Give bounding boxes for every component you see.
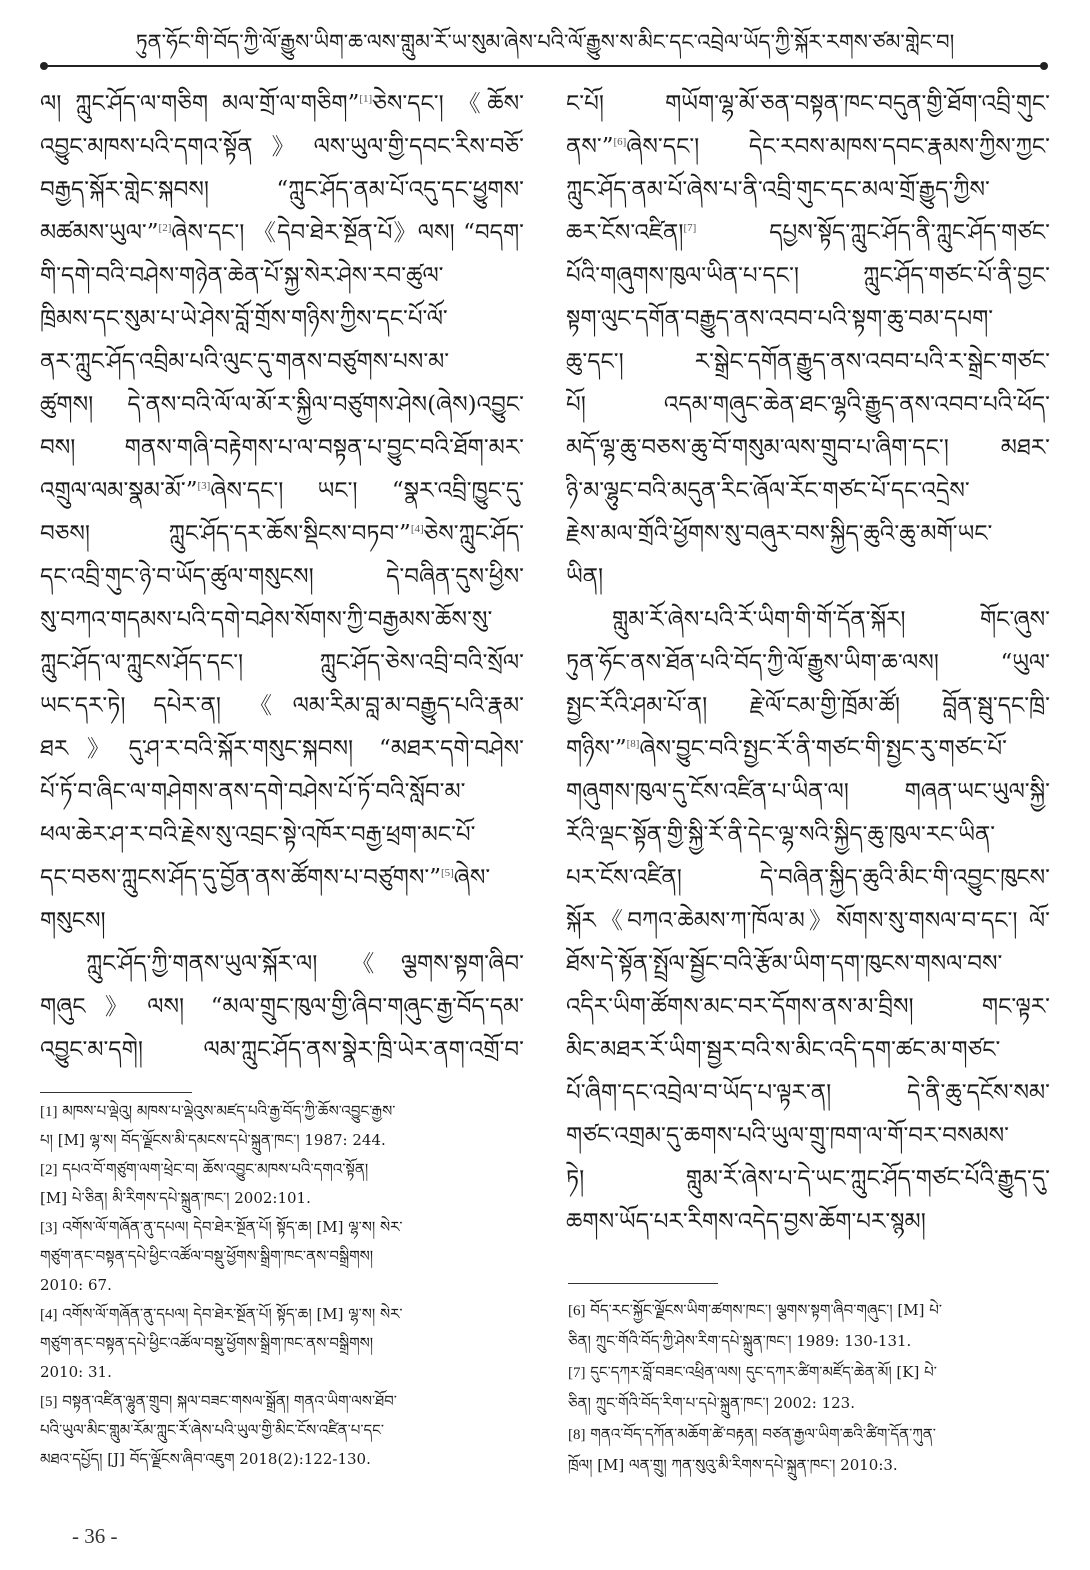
text-segment: ཞེས་ [453, 865, 491, 891]
body-text-line: ཀླུང་ཤོད་ཀྱི་གནས་ཡུལ་སྐོར་ལ། 《ལྕགས་སྟག་ཞིབ་ [86, 951, 524, 977]
text-segment: ཞེས་དང་། དེང་རབས་མཁས་དབང་རྣམས་ཀྱིས་ཀྱང་ [626, 134, 1050, 160]
footnote-marker: [4] [40, 1307, 58, 1323]
body-text-line: མིང་མཐར་རོ་ཡིག་སྦྱར་བའི་ས་མིང་འདི་དག་ཚང་མ་གཙང་ [566, 1037, 1001, 1063]
body-text-line: ཏུན་ཧོང་ནས་ཐོན་པའི་བོད་ཀྱི་ལོ་རྒྱུས་ཡིག་ཆ་ལས། “ཡུལ་ [566, 650, 1050, 676]
footnote [568, 1295, 1052, 1357]
footnote-marker: [3] [40, 1220, 58, 1236]
left-column-body [40, 83, 524, 1072]
body-text-line: མདོ་ལྷ་ཆུ་བཅས་ཆུ་བོ་གསུམ་ལས་གྲུབ་པ་ཞིག་དང་། མཐར་ [566, 435, 1050, 461]
footnote-marker: [8] [568, 1427, 586, 1443]
footnote-text: 2010: 67. [40, 1276, 112, 1294]
footnote-line [40, 1445, 524, 1474]
footnote-text: དུང་དཀར་བློ་བཟང་འཕྲིན་ལས། དུང་དཀར་ཚིག་མཛོད་ཆེན་མོ། [K] པེ་ [590, 1363, 937, 1381]
body-text-line: གི་དགེ་བའི་བཤེས་གཉེན་ཆེན་པོ་སྐྱ་སེར་ཤེས་རབ་ཚུལ་ [40, 263, 444, 289]
body-text-line: སྟག་ལུང་དགོན་བརྒྱུད་ནས་འབབ་པའི་སྟག་ཆུ་བམ་དཔག་ [566, 306, 994, 332]
body-text-line: རོའི་ལྡང་སྟོན་གྱི་སྐྱི་རོ་ནི་དེང་ལྷ་སའི་སྐྱིད་ཆུ་ཁུལ་རང་ཡིན་ [566, 822, 996, 848]
body-text-line [40, 212, 524, 255]
body-text-line: པར་ངོས་འཛིན། དེ་བཞིན་སྐྱིད་ཆུའི་མིང་གི་འབྱུང་ཁུངས་ [566, 865, 1050, 891]
footnote-text: འགོས་ལོ་གཞོན་ནུ་དཔལ། དེབ་ཐེར་སྔོན་པོ། སྟོད་ཆ། [M] ལྷ་ས། སེར་ [62, 1218, 403, 1236]
footnote-text: 2010: 31. [40, 1363, 112, 1381]
header-rule [44, 65, 1044, 67]
text-segment: ཞེས་བྱུང་བའི་སྤྱང་རོ་ནི་གཙང་གི་སྤྱང་རུ་གཙང་པོ་ [639, 736, 1007, 762]
footnote-line [40, 1271, 524, 1300]
body-text-line: གཙང་འགྲམ་དུ་ཆགས་པའི་ཡུལ་གྲུ་ཁག་ལ་གོ་བར་བསམས་ [566, 1123, 1009, 1149]
body-text-line: ཀླུང་ཤོད་ལ་ཀླུངས་ཤོད་དང་། ཀླུང་ཤོད་ཅེས་འབྲི་བའི་སྲོལ་ [40, 650, 524, 676]
footnote-marker: [6] [568, 1303, 586, 1319]
footnote-text: གཙུག་ནང་བསྟན་དཔེ་ཕྱིང་འཚོལ་བསྡུ་ཕྱོགས་སྒྲིག་ཁང་ནས་བསྒྲིགས། [40, 1247, 374, 1265]
text-segment: ཞེས་དང་། ཡང་། “སྣར་འབྲི་ཁྱུང་དུ་ [210, 478, 524, 504]
footnote-text: ཅིན། ཀྲུང་གོའི་བོད་རིག་པ་དཔེ་སྐྲུན་ཁང་། 2002: 123. [568, 1394, 855, 1412]
footnote-text: [M] པེ་ཅིན། མི་རིགས་དཔེ་སྐྲུན་ཁང་། 2002:101. [40, 1189, 311, 1207]
body-text-line: ང་པོ། གཡོག་ལྷ་མོ་ཅན་བསྟན་ཁང་བདུན་གྱི་ཐོག་འབྲི་གུང་ [566, 91, 1050, 117]
body-text-line: པོའི་གཞུགས་ཁུལ་ཡིན་པ་དང་། ཀླུང་ཤོད་གཙང་པོ་ནི་བྱང་ [566, 263, 1050, 289]
body-text-line: ཡང་དར་ཏེ། དཔེར་ན། 《ལམ་རིམ་བླ་མ་བརྒྱུད་པའི་རྣམ་ [40, 693, 524, 719]
footnote-line [40, 1329, 524, 1358]
right-footnote-rule [568, 1283, 718, 1284]
body-text-line: བརྒྱད་སྐོར་གླེང་སྐབས། “ཀླུང་ཤོད་ནམ་པོ་འདུ་དང་ཕྱུགས་ [40, 177, 524, 203]
footnote [40, 1097, 524, 1155]
footnote [568, 1357, 1052, 1419]
text-segment: འགྲུལ་ལམ་སྣམ་མོ་” [40, 478, 198, 504]
footnote [568, 1419, 1052, 1481]
body-text-line: ཀླུང་ཤོད་ནམ་པོ་ཞེས་པ་ནི་འབྲི་གུང་དང་མལ་གྲོ་རྒྱུད་ཀྱིས་ [566, 177, 990, 203]
footnote-text: དཔའ་བོ་གཙུག་ལག་ཕྲེང་བ། ཆོས་འབྱུང་མཁས་པའི་དགའ་སྟོན། [62, 1160, 369, 1178]
footnote-reference: [8] [626, 738, 640, 750]
body-text-line: ཕལ་ཆེར་ཤ་ར་བའི་རྗེས་སུ་འབྲང་སྟེ་འཁོར་བརྒྱ་ཕྲག་མང་པོ་ [40, 822, 476, 848]
body-text-line: སྐོར《བཀའ་ཆེམས་ཀ་ཁོལ་མ》སོགས་སུ་གསལ་བ་དང་། ལོ་ [566, 908, 1050, 934]
footnote-marker: [5] [40, 1394, 58, 1410]
footnote-text: ཁྲོལ། [M] ལན་གྲུ། ཀན་སུའུ་མི་རིགས་དཔེ་སྐྲུན་ཁང་། 2010:3. [568, 1456, 898, 1474]
footnote [40, 1213, 524, 1300]
body-text-line: ཏེ། གླུམ་རོ་ཞེས་པ་དེ་ཡང་ཀླུང་ཤོད་གཙང་པོའི་རྒྱུད་དུ་ [566, 1166, 1050, 1192]
running-title: ཏུན་ཧོང་གི་བོད་ཀྱི་ལོ་རྒྱུས་ཡིག་ཆ་ལས་གླུམ་རོ་ཡ་སུམ་ཞེས་པའི་ལོ་རྒྱུས་ས་མིང་དང་འབྲེལ་ཡོད་ཀྱི་སྐོར་རགས་ཙམ་གླེང་བ། [135, 30, 955, 54]
right-column-body [566, 83, 1050, 1244]
text-segment: མཚམས་ཡུལ་” [40, 220, 159, 246]
left-footnote-rule [40, 1092, 192, 1093]
body-text-line: ཆུ་དང་། ར་སྒྲེང་དགོན་རྒྱུད་ནས་འབབ་པའི་ར་སྒྲེང་གཙང་ [566, 349, 1050, 375]
left-column-footnotes [40, 1097, 524, 1474]
footnote-line [40, 1213, 524, 1242]
body-text-line: འབྱུང་མ་དགེ། ལམ་ཀླུང་ཤོད་ནས་སྣེར་ཁྲི་ཡེར་ནག་འགྲོ་བ་ [40, 1037, 524, 1063]
body-text-line: པོ་ཏོ་བ་ཞིང་ལ་གཤེགས་ནས་དགེ་བཤེས་པོ་ཏོ་བའི་སློབ་མ་ [40, 779, 466, 805]
footnote-reference: [6] [613, 136, 627, 148]
footnote-text: ཅིན། ཀྲུང་གོའི་བོད་ཀྱི་ཤེས་རིག་དཔེ་སྐྲུན་ཁང་། 1989: 130-131. [568, 1332, 912, 1350]
text-segment: བཅས། ཀླུང་ཤོད་དར་ཆོས་སྡིངས་བཏབ་” [40, 521, 411, 547]
body-text-line: པོ། འདམ་གཞུང་ཆེན་ཐང་ལྷའི་རྒྱུད་ནས་འབབ་པའི་ཕོད་ [566, 392, 1050, 418]
body-text-line: གླུམ་རོ་ཞེས་པའི་རོ་ཡིག་གི་གོ་དོན་སྐོར། གོང་ཞུས་ [612, 607, 1050, 633]
footnote-line [40, 1387, 524, 1416]
body-text-line [40, 857, 524, 900]
text-segment: ཞེས་དང་། 《དེབ་ཐེར་སྔོན་པོ》ལས། “བདག་ [171, 220, 524, 246]
footnote-line [40, 1155, 524, 1184]
footnote-text: མཁས་པ་ལྡེའུ། མཁས་པ་ལྡེའུས་མཛད་པའི་རྒྱ་བོད་ཀྱི་ཆོས་འབྱུང་རྒྱས་ [62, 1102, 396, 1120]
footnote-line [40, 1184, 524, 1213]
footnote-reference: [1] [359, 93, 373, 105]
footnote-marker: [2] [40, 1162, 58, 1178]
text-segment: ལ། ཀླུང་ཤོད་ལ་གཅིག མལ་གྲོ་ལ་གཅིག” [40, 91, 360, 117]
body-text-line: འདིར་ཡིག་ཚོགས་མང་བར་དོགས་ནས་མ་བྲིས། གང་ལྟར་ [566, 994, 1050, 1020]
footnote-line [568, 1326, 1052, 1357]
footnote-text: གཙུག་ནང་བསྟན་དཔེ་ཕྱིང་འཚོལ་བསྡུ་ཕྱོགས་སྒྲིག་ཁང་ནས་བསྒྲིགས། [40, 1334, 374, 1352]
body-text-line [40, 470, 524, 513]
text-segment: གཉིས་” [566, 736, 627, 762]
footnote-reference: [7] [683, 222, 697, 234]
body-text-line: པོ་ཞིག་དང་འབྲེལ་བ་ཡོད་པ་ལྟར་ན། དེ་ནི་ཆུ་དངོས་སམ་ [566, 1080, 1050, 1106]
body-text-line: གཞུགས་ཁུལ་དུ་ངོས་འཛིན་པ་ཡིན་ལ། གཞན་ཡང་ཡུལ་སྐྱི་ [566, 779, 1050, 805]
footnote-text: འགོས་ལོ་གཞོན་ནུ་དཔལ། དེབ་ཐེར་སྔོན་པོ། སྟོད་ཆ། [M] ལྷ་ས། སེར་ [62, 1305, 403, 1323]
footnote-line [40, 1126, 524, 1155]
footnote-line [40, 1358, 524, 1387]
footnote-reference: [3] [197, 480, 211, 492]
footnote-line [568, 1450, 1052, 1481]
footnote-reference: [4] [410, 523, 424, 535]
body-text-line: རྗེས་མལ་གྲོའི་ཕྱོགས་སུ་བཞུར་བས་སྐྱིད་ཆུའི་ཆུ་མགོ་ཡང་ [566, 521, 993, 547]
body-text-line: ཐར》དུ་ཤ་ར་བའི་སྐོར་གསུང་སྐབས། “མཐར་དགེ་བཤེས་ [40, 736, 524, 762]
body-text-line: ནར་ཀླུང་ཤོད་འབྲིམ་པའི་ལུང་དུ་གནས་བཙུགས་པས་མ་ [40, 349, 450, 375]
header-rule-right-dot [1040, 62, 1048, 70]
body-text-line [566, 212, 1050, 255]
body-text-line: ཡིན། [566, 564, 604, 590]
footnote-line [568, 1357, 1052, 1388]
body-text-line: བས། གནས་གཞི་བརྟེགས་པ་ལ་བསྟན་པ་བྱུང་བའི་ཐོག་མར་ [40, 435, 524, 461]
text-segment: དང་བཅས་ཀླུངས་ཤོད་དུ་བྱོན་ནས་ཚོགས་པ་བཙུགས་” [40, 865, 441, 891]
footnote [40, 1300, 524, 1387]
body-text-line [40, 513, 524, 556]
body-text-line [566, 728, 1050, 771]
footnote [40, 1155, 524, 1213]
body-text-line: དང་འབྲི་གུང་ཉེ་བ་ཡོད་ཚུལ་གསུངས། དེ་བཞིན་དུས་ཕྱིས་ [40, 564, 524, 590]
footnote-line [40, 1300, 524, 1329]
body-text-line: ཐོས་དེ་སྟོན་སྤྲོལ་སྦྱོང་བའི་རྩོམ་ཡིག་དག་ཁུངས་གསལ་བས་ [566, 951, 1003, 977]
body-text-line: འབྱུང་མཁས་པའི་དགའ་སྟོན》ལས་ཡུལ་གྱི་དབང་རིས་བཅོ་ [40, 134, 524, 160]
text-segment: དཔྱས་སྟོད་ཀླུང་ཤོད་ནི་ཀླུང་ཤོད་གཙང་ [696, 220, 1050, 246]
page-number: - 36 - [72, 1524, 118, 1548]
footnote-text: མཐའ་དཔྱོད། [J] བོད་ལྗོངས་ཞིབ་འཇུག 2018(2):122-130. [40, 1450, 371, 1468]
body-text-line: སུ་བཀའ་གདམས་པའི་དགེ་བཤེས་སོགས་ཀྱི་བརྒྱམས་ཆོས་སུ་ [40, 607, 493, 633]
body-text-line [566, 126, 1050, 169]
body-text-line: ཁྲིམས་དང་སུམ་པ་ཡེ་ཤེས་བློ་གྲོས་གཉིས་ཀྱིས་དང་པོ་ལོ་ [40, 306, 448, 332]
text-segment: ཅེས་ཀླུང་ཤོད་ [423, 521, 524, 547]
footnote-reference: [5] [440, 867, 454, 879]
body-text-line: སྤྱང་རོའི་ཤམ་པོ་ན། རྗེ་ལོ་ངམ་གྱི་ཁྲོམ་ཚོ། བློན་སྦུ་དང་ཁྲི་ [566, 693, 1050, 719]
footnote-line [568, 1419, 1052, 1450]
body-text-line: ཉི་མ་ལྷུང་བའི་མདུན་རིང་ཞོལ་རོང་གཙང་པོ་དང་འདྲེས་ [566, 478, 970, 504]
body-text-line: ཆགས་ཡོད་པར་རིགས་འདེད་བྱས་ཆོག་པར་སྙམ། [566, 1209, 926, 1235]
header-rule-left-dot [40, 62, 48, 70]
footnote-line [40, 1242, 524, 1271]
footnote-text: བསྟན་འཛིན་ལྷུན་གྲུབ། སྐལ་བཟང་གསལ་སྒྲོན། གནའ་ཡིག་ལས་ཐོབ་ [62, 1392, 397, 1410]
footnote-line [40, 1416, 524, 1445]
footnote-marker: [7] [568, 1365, 586, 1381]
footnote-line [40, 1097, 524, 1126]
footnote-line [568, 1295, 1052, 1326]
body-text-line [40, 83, 524, 126]
footnote-text: གནའ་བོད་དཀོན་མཆོག་ཚེ་བརྟན། བཙན་རྒྱལ་ཡིག་ཆའི་ཚིག་དོན་ཀུན་ [590, 1425, 936, 1443]
right-column-footnotes [568, 1295, 1052, 1481]
footnote-marker: [1] [40, 1104, 58, 1120]
body-text-line: གསུངས། [40, 908, 106, 934]
footnote-reference: [2] [158, 222, 172, 234]
footnote-text: པའི་ཡུལ་མིང་གླུམ་རོམ་ཀླུང་རོ་ཞེས་པའི་ཡུལ་གྱི་མིང་ངོས་འཛིན་པ་དང་ [40, 1421, 384, 1439]
text-segment: ཆར་ངོས་འཛིན། [566, 220, 684, 246]
footnote [40, 1387, 524, 1474]
footnote-text: པ། [M] ལྷ་ས། བོད་ལྗོངས་མི་དམངས་དཔེ་སྐྲུན་ཁང་། 1987: 244. [40, 1131, 386, 1149]
text-segment: ཅེས་དང་། 《ཆོས་ [372, 91, 524, 117]
body-text-line: ཚུགས། དེ་ནས་བའི་ལོ་ལ་མོ་ར་སྐྱིལ་བཙུགས་ཤེས(ཞེས)འབྱུང་ [40, 392, 524, 418]
text-segment: ནས་” [566, 134, 614, 160]
body-text-line: གཞུང》ལས། “མལ་གྲུང་ཁུལ་གྱི་ཞིབ་གཞུང་རྒྱ་བོད་དམ་ [40, 994, 524, 1020]
footnote-text: བོད་རང་སྐྱོང་ལྗོངས་ཡིག་ཚགས་ཁང་། ལྕགས་སྟག་ཞིབ་གཞུང་། [M] པེ་ [590, 1301, 942, 1319]
footnote-line [568, 1388, 1052, 1419]
